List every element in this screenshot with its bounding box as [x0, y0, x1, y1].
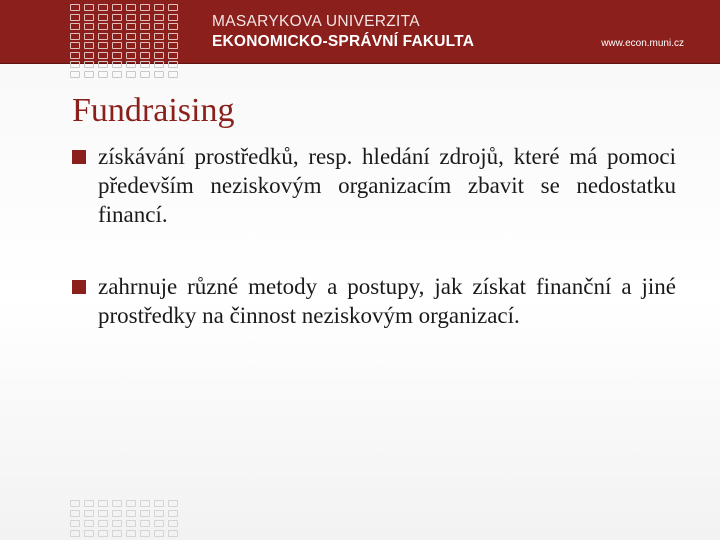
logo-cell: [70, 52, 80, 59]
logo-cell: [154, 42, 164, 49]
footer-pattern-cell: [84, 500, 94, 507]
university-name: MASARYKOVA UNIVERZITA: [212, 13, 420, 30]
logo-cell: [112, 42, 122, 49]
footer-pattern-cell: [126, 510, 136, 517]
logo-cell: [98, 42, 108, 49]
footer-pattern-cell: [112, 520, 122, 527]
footer-pattern-cell: [154, 500, 164, 507]
logo-cell: [140, 4, 150, 11]
logo-cell: [98, 14, 108, 21]
bullet-text: získávání prostředků, resp. hledání zdrojů, které má pomoci především neziskovým organizacím zbavit se nedostatku financí.: [98, 144, 676, 227]
footer-pattern-cell: [98, 500, 108, 507]
footer-pattern-cell: [140, 530, 150, 537]
logo-cell: [126, 14, 136, 21]
bullet-list: [72, 142, 676, 373]
logo-cell: [154, 71, 164, 78]
footer-pattern-cell: [154, 530, 164, 537]
logo-cell: [154, 61, 164, 68]
logo-cell: [126, 33, 136, 40]
slide-title: Fundraising: [72, 92, 235, 129]
footer-pattern-cell: [140, 520, 150, 527]
logo-cell: [98, 71, 108, 78]
logo-cell: [98, 52, 108, 59]
footer-pattern-cell: [126, 500, 136, 507]
logo-cell: [154, 14, 164, 21]
bullet-item: [72, 272, 676, 330]
logo-cell: [126, 42, 136, 49]
logo-cell: [112, 71, 122, 78]
logo-cell: [140, 42, 150, 49]
logo-cell: [112, 23, 122, 30]
logo-cell: [154, 23, 164, 30]
footer-pattern-cell: [140, 500, 150, 507]
logo-cell: [168, 33, 178, 40]
logo-cell: [140, 61, 150, 68]
logo-cell: [112, 33, 122, 40]
footer-pattern-cell: [84, 530, 94, 537]
footer-pattern-cell: [70, 530, 80, 537]
footer-pattern-cell: [126, 520, 136, 527]
logo-cell: [126, 61, 136, 68]
logo-cell: [98, 61, 108, 68]
logo-cell: [168, 14, 178, 21]
logo-cell: [154, 4, 164, 11]
footer-pattern-cell: [140, 510, 150, 517]
footer-pattern-cell: [126, 530, 136, 537]
footer-pattern-cell: [168, 520, 178, 527]
logo-cell: [168, 71, 178, 78]
logo-cell: [98, 23, 108, 30]
square-bullet-icon: [72, 280, 86, 294]
logo-cell: [140, 23, 150, 30]
bullet-item: [72, 142, 676, 229]
header-bar: [0, 0, 720, 64]
logo-cell: [84, 14, 94, 21]
footer-pattern-cell: [112, 530, 122, 537]
logo-cell: [112, 4, 122, 11]
logo-cell: [70, 71, 80, 78]
logo-cell: [140, 14, 150, 21]
logo-cell: [112, 61, 122, 68]
logo-cell: [70, 14, 80, 21]
logo-cell: [84, 42, 94, 49]
logo-cell: [70, 42, 80, 49]
website-url: www.econ.muni.cz: [601, 38, 684, 49]
logo-cell: [70, 23, 80, 30]
logo-cell: [168, 61, 178, 68]
logo-cell: [168, 4, 178, 11]
footer-pattern-cell: [168, 530, 178, 537]
logo-cell: [154, 52, 164, 59]
logo-cell: [154, 33, 164, 40]
faculty-name: EKONOMICKO-SPRÁVNÍ FAKULTA: [212, 33, 475, 50]
logo-cell: [168, 42, 178, 49]
logo-cell: [126, 52, 136, 59]
logo-cell: [84, 71, 94, 78]
logo-cell: [126, 23, 136, 30]
logo-cell: [98, 4, 108, 11]
logo-cell: [84, 4, 94, 11]
logo-cell: [84, 61, 94, 68]
logo-cell: [168, 52, 178, 59]
logo-cell: [70, 33, 80, 40]
footer-pattern-cell: [98, 510, 108, 517]
footer-pattern-cell: [98, 530, 108, 537]
footer-pattern-cell: [70, 510, 80, 517]
logo-cell: [98, 33, 108, 40]
logo-cell: [84, 52, 94, 59]
footer-pattern-cell: [98, 520, 108, 527]
footer-pattern-cell: [112, 500, 122, 507]
logo-cell: [70, 61, 80, 68]
footer-pattern-icon: [70, 500, 182, 540]
footer-pattern-cell: [168, 500, 178, 507]
footer-pattern-cell: [70, 500, 80, 507]
logo-cell: [84, 33, 94, 40]
footer-pattern-cell: [112, 510, 122, 517]
footer-pattern-cell: [168, 510, 178, 517]
logo-cell: [70, 4, 80, 11]
logo-cell: [140, 71, 150, 78]
footer-pattern-cell: [70, 520, 80, 527]
footer-pattern-cell: [84, 520, 94, 527]
logo-cell: [168, 23, 178, 30]
footer-pattern-cell: [84, 510, 94, 517]
logo-cell: [126, 71, 136, 78]
logo-cell: [140, 52, 150, 59]
square-bullet-icon: [72, 150, 86, 164]
university-logo-icon: [70, 4, 182, 76]
logo-cell: [126, 4, 136, 11]
logo-cell: [112, 52, 122, 59]
footer-pattern-cell: [154, 520, 164, 527]
logo-cell: [140, 33, 150, 40]
logo-cell: [84, 23, 94, 30]
bullet-text: zahrnuje různé metody a postupy, jak získat finanční a jiné prostředky na činnost neziskovým organizací.: [98, 274, 676, 328]
footer-pattern-cell: [154, 510, 164, 517]
logo-cell: [112, 14, 122, 21]
